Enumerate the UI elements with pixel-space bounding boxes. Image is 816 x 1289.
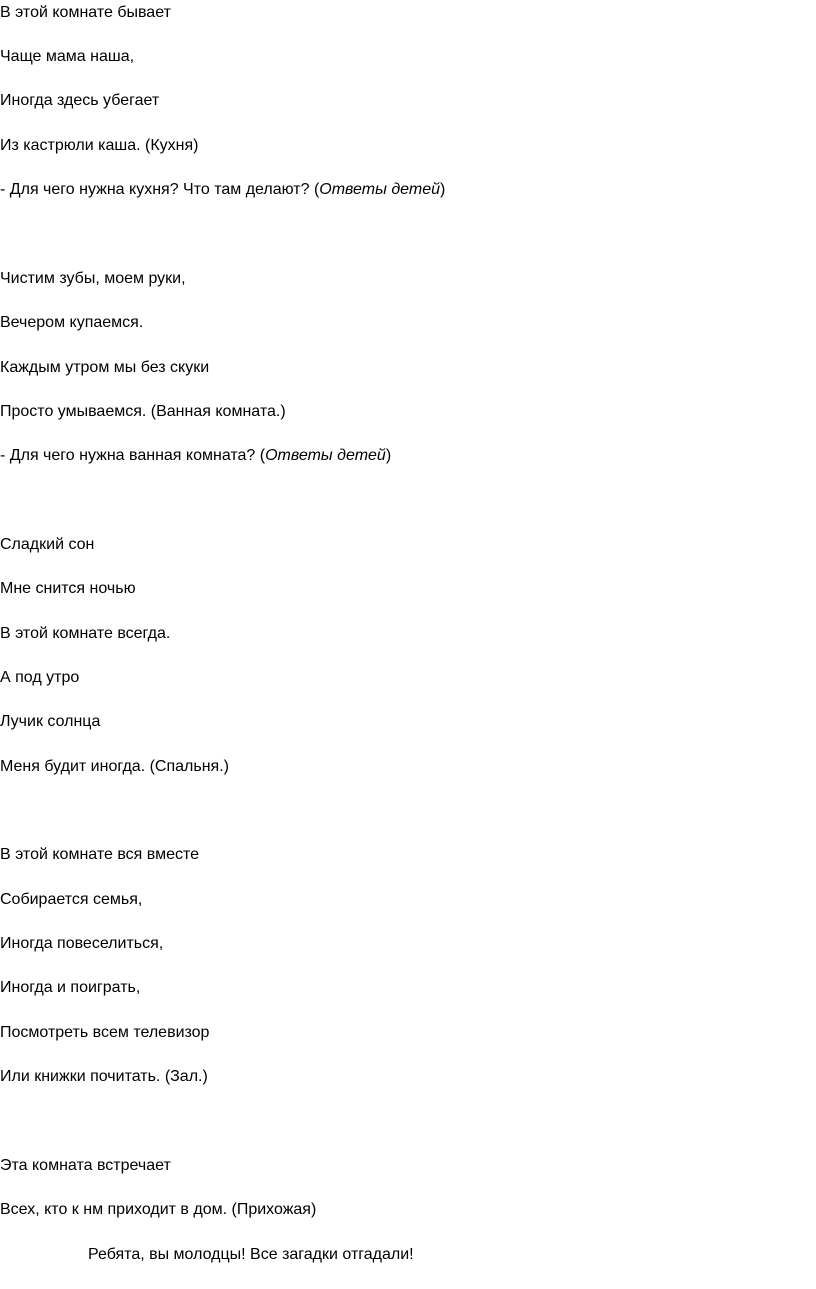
- kitchen-riddle-line-2: Чаще мама наша,: [0, 48, 135, 65]
- bedroom-riddle-line-2: Мне снится ночью: [0, 580, 136, 597]
- kitchen-riddle-line-3: Иногда здесь убегает: [0, 92, 160, 109]
- kitchen-question-close: ): [440, 181, 446, 198]
- hall-riddle-line-2: Собирается семья,: [0, 891, 143, 908]
- hallway-riddle-line-1: Эта комната встречает: [0, 1157, 171, 1174]
- bathroom-riddle-line-1: Чистим зубы, моем руки,: [0, 270, 186, 287]
- hall-riddle-line-1: В этой комнате вся вместе: [0, 846, 200, 863]
- closing-praise: Ребята, вы молодцы! Все загадки отгадали!: [88, 1246, 414, 1263]
- bedroom-riddle-line-5: Лучик солнца: [0, 713, 101, 730]
- hall-riddle-line-4: Иногда и поиграть,: [0, 979, 141, 996]
- kitchen-question-answer: Ответы детей: [319, 181, 441, 198]
- bathroom-question: [0, 445, 391, 467]
- hallway-riddle-line-2: Всех, кто к нм приходит в дом. (Прихожая): [0, 1201, 317, 1218]
- bathroom-question-answer: Ответы детей: [265, 447, 386, 464]
- bedroom-riddle-line-4: А под утро: [0, 669, 80, 686]
- bathroom-question-text: - Для чего нужна ванная комната? (: [0, 447, 266, 464]
- bedroom-riddle-line-3: В этой комнате всегда.: [0, 625, 171, 642]
- kitchen-riddle-line-4: Из кастрюли каша. (Кухня): [0, 137, 199, 154]
- bedroom-riddle-line-6: Меня будит иногда. (Спальня.): [0, 758, 229, 775]
- hall-riddle-line-3: Иногда повеселиться,: [0, 935, 164, 952]
- kitchen-question-text: - Для чего нужна кухня? Что там делают? (: [0, 181, 320, 198]
- bathroom-riddle-line-3: Каждым утром мы без скуки: [0, 359, 210, 376]
- bathroom-riddle-line-2: Вечером купаемся.: [0, 314, 144, 331]
- hall-riddle-line-5: Посмотреть всем телевизор: [0, 1024, 210, 1041]
- kitchen-question: [0, 179, 445, 201]
- bathroom-question-close: ): [385, 447, 392, 464]
- bathroom-riddle-line-4: Просто умываемся. (Ванная комната.): [0, 403, 286, 420]
- kitchen-riddle-line-1: В этой комнате бывает: [0, 4, 171, 21]
- bedroom-riddle-line-1: Сладкий сон: [0, 536, 95, 553]
- hall-riddle-line-6: Или книжки почитать. (Зал.): [0, 1068, 208, 1085]
